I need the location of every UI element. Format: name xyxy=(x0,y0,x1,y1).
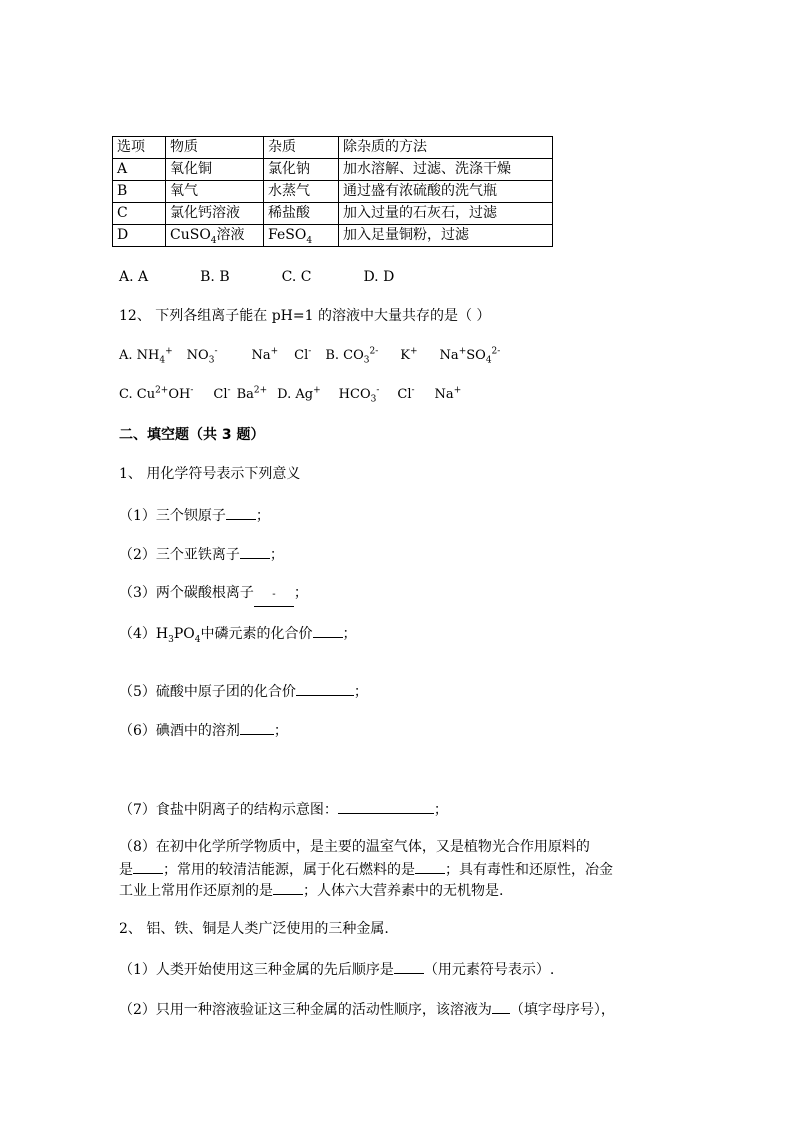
option-label: B. xyxy=(325,348,344,363)
superscript: + xyxy=(458,346,467,357)
ion: Ba xyxy=(236,387,254,402)
answer-blank[interactable] xyxy=(240,544,270,559)
superscript: - xyxy=(190,385,194,396)
q1-item-6 xyxy=(119,720,288,740)
option-label: D. xyxy=(277,387,296,402)
q1-item-7 xyxy=(119,799,448,819)
q1-item-8-line3 xyxy=(119,880,503,900)
item-text: （2）只用一种溶液验证这三种金属的活动性顺序，该溶液为 xyxy=(119,1002,492,1018)
item-text: PO xyxy=(173,626,195,642)
answer-blank[interactable] xyxy=(226,505,256,520)
superscript: 2+ xyxy=(155,385,169,396)
item-text: （5）硫酸中原子团的化合价 xyxy=(119,684,296,700)
table-cell: 氯化钠 xyxy=(264,159,339,181)
subscript: 4 xyxy=(210,235,217,246)
answer-blank[interactable] xyxy=(394,959,424,974)
q12-stem: 12、 下列各组离子能在 pH=1 的溶液中大量共存的是（ ） xyxy=(119,308,491,324)
formula-text: FeSO xyxy=(268,227,307,243)
item-text: （6）碘酒中的溶剂 xyxy=(119,723,240,739)
superscript: 2- xyxy=(369,346,379,357)
subscript: 4 xyxy=(306,235,313,246)
q2-stem: 2、 铝、铁、铜是人类广泛使用的三种金属. xyxy=(119,921,389,937)
option-a: A. A xyxy=(119,269,149,285)
table-cell: C xyxy=(113,203,166,225)
item-text: 中磷元素的化合价 xyxy=(200,626,313,642)
table-row xyxy=(113,159,553,181)
q1-item-3 xyxy=(119,584,308,607)
answer-blank[interactable] xyxy=(492,999,510,1014)
subscript: 3 xyxy=(208,355,215,366)
item-text: ；具有毒性和还原性，冶金 xyxy=(445,862,613,878)
superscript: - xyxy=(214,346,218,357)
punctuation: ； xyxy=(269,547,284,563)
answer-blank[interactable] xyxy=(240,720,274,735)
superscript: 2+ xyxy=(253,385,268,396)
q1-item-8-line1: （8）在初中化学所学物质中，是主要的温室气体，又是植物光合作用原料的 xyxy=(119,839,590,855)
section-title: 二、填空题（共 3 题） xyxy=(119,427,265,443)
table-header-cell: 物质 xyxy=(166,137,264,159)
ion: NO xyxy=(186,348,209,363)
option-b: B. B xyxy=(200,269,230,285)
answer-blank[interactable] xyxy=(313,623,343,638)
ion: CO xyxy=(343,348,364,363)
item-text: （2）三个亚铁离子 xyxy=(119,547,240,563)
table-row xyxy=(113,203,553,225)
punctuation: ； xyxy=(342,626,357,642)
q12-options-line1 xyxy=(119,347,500,365)
q11-options xyxy=(119,268,394,286)
superscript: + xyxy=(270,346,279,357)
superscript: + xyxy=(410,346,418,357)
superscript: 2- xyxy=(491,346,501,357)
answer-blank[interactable] xyxy=(133,859,163,874)
table-cell: A xyxy=(113,159,166,181)
superscript: - xyxy=(227,385,231,396)
q1-item-1 xyxy=(119,505,270,525)
item-text: （填字母序号）， xyxy=(509,1002,615,1018)
punctuation: ； xyxy=(255,508,270,524)
subscript: 4 xyxy=(485,355,492,366)
ion: OH xyxy=(168,387,191,402)
q1-item-2 xyxy=(119,544,284,564)
q1-item-5 xyxy=(119,681,368,701)
item-text: 是 xyxy=(119,862,133,878)
table-cell: D xyxy=(113,225,166,247)
table-cell: 水蒸气 xyxy=(264,181,339,203)
table-header-row xyxy=(113,137,553,159)
item-text: （1）三个钡原子 xyxy=(119,508,226,524)
ion: Na xyxy=(434,387,454,402)
answer-blank[interactable] xyxy=(415,859,445,874)
item-text: （1）人类开始使用这三种金属的先后顺序是 xyxy=(119,962,394,978)
table-cell: 通过盛有浓硫酸的洗气瓶 xyxy=(339,181,553,203)
item-text: （3）两个碳酸根离子 xyxy=(119,585,254,601)
option-label: C. xyxy=(119,387,137,402)
superscript: + xyxy=(313,385,321,396)
table-cell: 加水溶解、过滤、洗涤干燥 xyxy=(339,159,553,181)
punctuation: ； xyxy=(273,723,288,739)
superscript: - xyxy=(308,346,312,357)
formula-text: CuSO xyxy=(170,227,211,243)
q12-options-line2 xyxy=(119,386,461,404)
table-cell: 加入过量的石灰石，过滤 xyxy=(339,203,553,225)
ion: Ag xyxy=(295,387,314,402)
answer-blank[interactable]: - xyxy=(254,592,294,607)
formula-suffix: 溶液 xyxy=(216,227,245,243)
item-text: 工业上常用作还原剂的是 xyxy=(119,883,273,899)
table-cell: 氯化钙溶液 xyxy=(166,203,264,225)
ion: K xyxy=(400,348,410,363)
subscript: 4 xyxy=(159,355,166,366)
superscript: + xyxy=(165,346,173,357)
item-text: ；常用的较清洁能源，属于化石燃料的是 xyxy=(163,862,415,878)
table-cell: 加入足量铜粉，过滤 xyxy=(339,225,553,247)
ion: Cu xyxy=(136,387,156,402)
table-row xyxy=(113,181,553,203)
option-label: A. xyxy=(119,348,137,363)
ion: Na xyxy=(439,348,459,363)
q2-item-2 xyxy=(119,999,615,1019)
superscript: - xyxy=(411,385,415,396)
table-cell xyxy=(166,225,264,247)
answer-blank[interactable] xyxy=(296,681,354,696)
impurity-table xyxy=(112,136,553,247)
item-text: （用元素符号表示）. xyxy=(423,962,555,978)
table-cell xyxy=(264,225,339,247)
table-header-cell: 杂质 xyxy=(264,137,339,159)
ion: Cl xyxy=(213,387,228,402)
ion: Cl xyxy=(294,348,309,363)
q1-stem: 1、 用化学符号表示下列意义 xyxy=(119,466,301,482)
option-d: D. D xyxy=(363,269,395,285)
table-cell: B xyxy=(113,181,166,203)
ion: NH xyxy=(136,348,160,363)
subscript: 3 xyxy=(168,634,174,645)
table-header-cell: 选项 xyxy=(113,137,166,159)
item-text: （7）食盐中阴离子的结构示意图： xyxy=(119,802,338,818)
q1-item-4 xyxy=(119,623,357,643)
punctuation: ； xyxy=(353,684,368,700)
subscript: 3 xyxy=(363,355,370,366)
table-header-cell: 除杂质的方法 xyxy=(339,137,553,159)
subscript: 3 xyxy=(370,394,377,405)
punctuation: ； xyxy=(433,802,448,818)
q1-item-8-line2 xyxy=(119,859,613,879)
subscript: 4 xyxy=(194,634,201,645)
punctuation: ； xyxy=(293,585,308,601)
ion: HCO xyxy=(338,387,371,402)
table-cell: 稀盐酸 xyxy=(264,203,339,225)
table-cell: 氧化铜 xyxy=(166,159,264,181)
ion: Na xyxy=(251,348,271,363)
table-cell: 氧气 xyxy=(166,181,264,203)
superscript: + xyxy=(453,385,462,396)
ion: SO xyxy=(466,348,486,363)
superscript: - xyxy=(376,385,380,396)
ion: Cl xyxy=(397,387,412,402)
q2-item-1 xyxy=(119,959,554,979)
option-c: C. C xyxy=(281,269,312,285)
answer-blank[interactable] xyxy=(338,799,434,814)
answer-blank[interactable] xyxy=(273,880,303,895)
item-text: ；人体六大营养素中的无机物是. xyxy=(303,883,504,899)
item-text: （4）H xyxy=(119,626,169,642)
table-row xyxy=(113,225,553,247)
